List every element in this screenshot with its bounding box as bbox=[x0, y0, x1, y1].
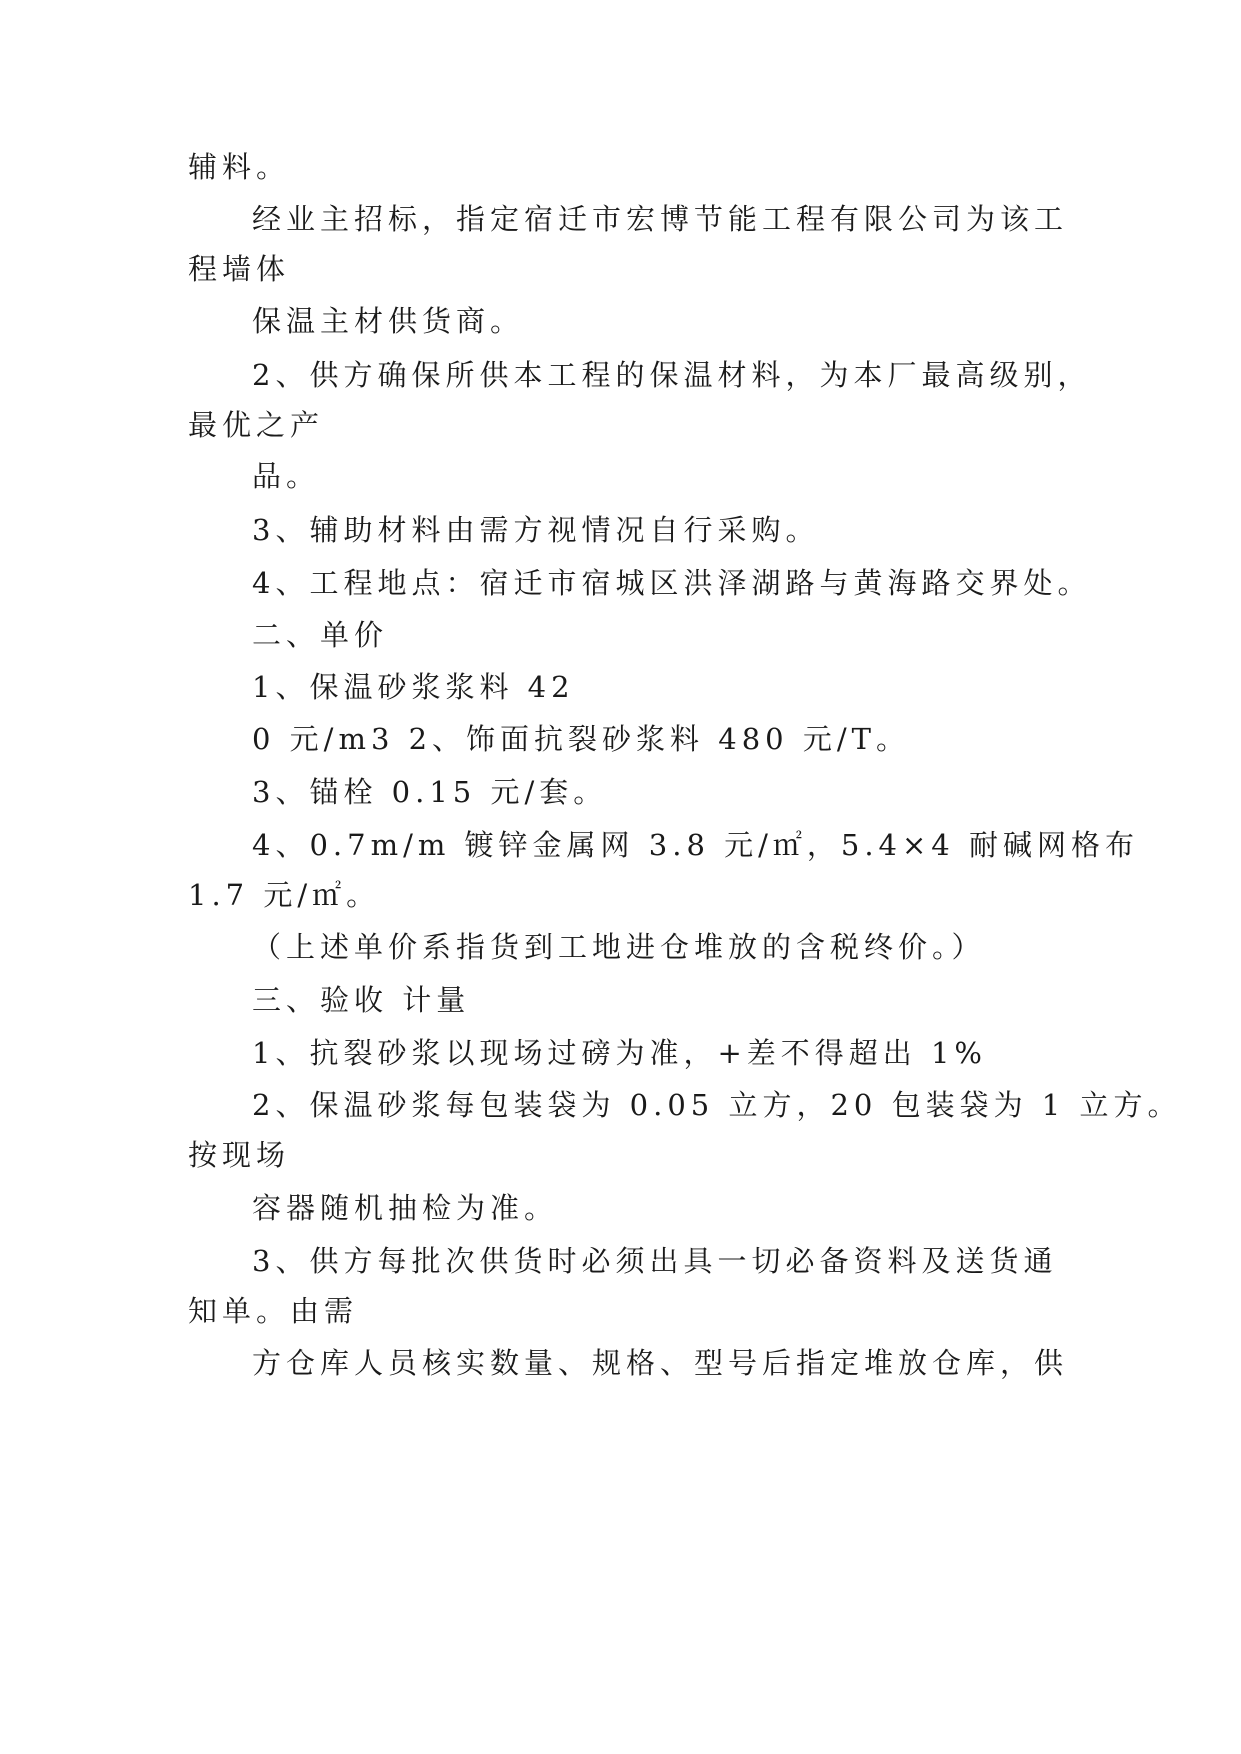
text-line: 知单。由需 bbox=[188, 1294, 359, 1328]
text-line: 4、0.7m/m 镀锌金属网 3.8 元/㎡，5.4×4 耐碱网格布 bbox=[252, 828, 1139, 862]
text-line: 0 元/m3 2、饰面抗裂砂浆料 480 元/T。 bbox=[252, 722, 910, 756]
text-line: 按现场 bbox=[188, 1138, 291, 1172]
text-line: 2、供方确保所供本工程的保温材料，为本厂最高级别， bbox=[252, 358, 1092, 392]
text-line: 2、保温砂浆每包装袋为 0.05 立方，20 包装袋为 1 立方。 bbox=[252, 1088, 1182, 1122]
text-line: 经业主招标，指定宿迁市宏博节能工程有限公司为该工 bbox=[252, 202, 1069, 236]
text-line: 三、验收 计量 bbox=[252, 983, 471, 1017]
text-line: 方仓库人员核实数量、规格、型号后指定堆放仓库，供 bbox=[252, 1346, 1069, 1380]
text-line: 1.7 元/㎡。 bbox=[188, 878, 381, 912]
text-line: （上述单价系指货到工地进仓堆放的含税终价。） bbox=[252, 930, 986, 964]
text-line: 辅料。 bbox=[188, 150, 291, 184]
text-line: 3、辅助材料由需方视情况自行采购。 bbox=[252, 513, 820, 547]
text-line: 最优之产 bbox=[188, 408, 325, 442]
text-line: 1、保温砂浆浆料 42 bbox=[252, 670, 575, 704]
text-line: 程墙体 bbox=[188, 252, 291, 286]
text-line: 3、锚栓 0.15 元/套。 bbox=[252, 775, 608, 809]
text-line: 容器随机抽检为准。 bbox=[252, 1191, 559, 1225]
text-line: 保温主材供货商。 bbox=[252, 304, 525, 338]
text-line: 3、供方每批次供货时必须出具一切必备资料及送货通 bbox=[252, 1244, 1058, 1278]
text-line: 1、抗裂砂浆以现场过磅为准，+差不得超出 1% bbox=[252, 1036, 987, 1070]
text-line: 二、单价 bbox=[252, 618, 389, 652]
text-line: 4、工程地点：宿迁市宿城区洪泽湖路与黄海路交界处。 bbox=[252, 566, 1092, 600]
text-line: 品。 bbox=[252, 459, 321, 493]
